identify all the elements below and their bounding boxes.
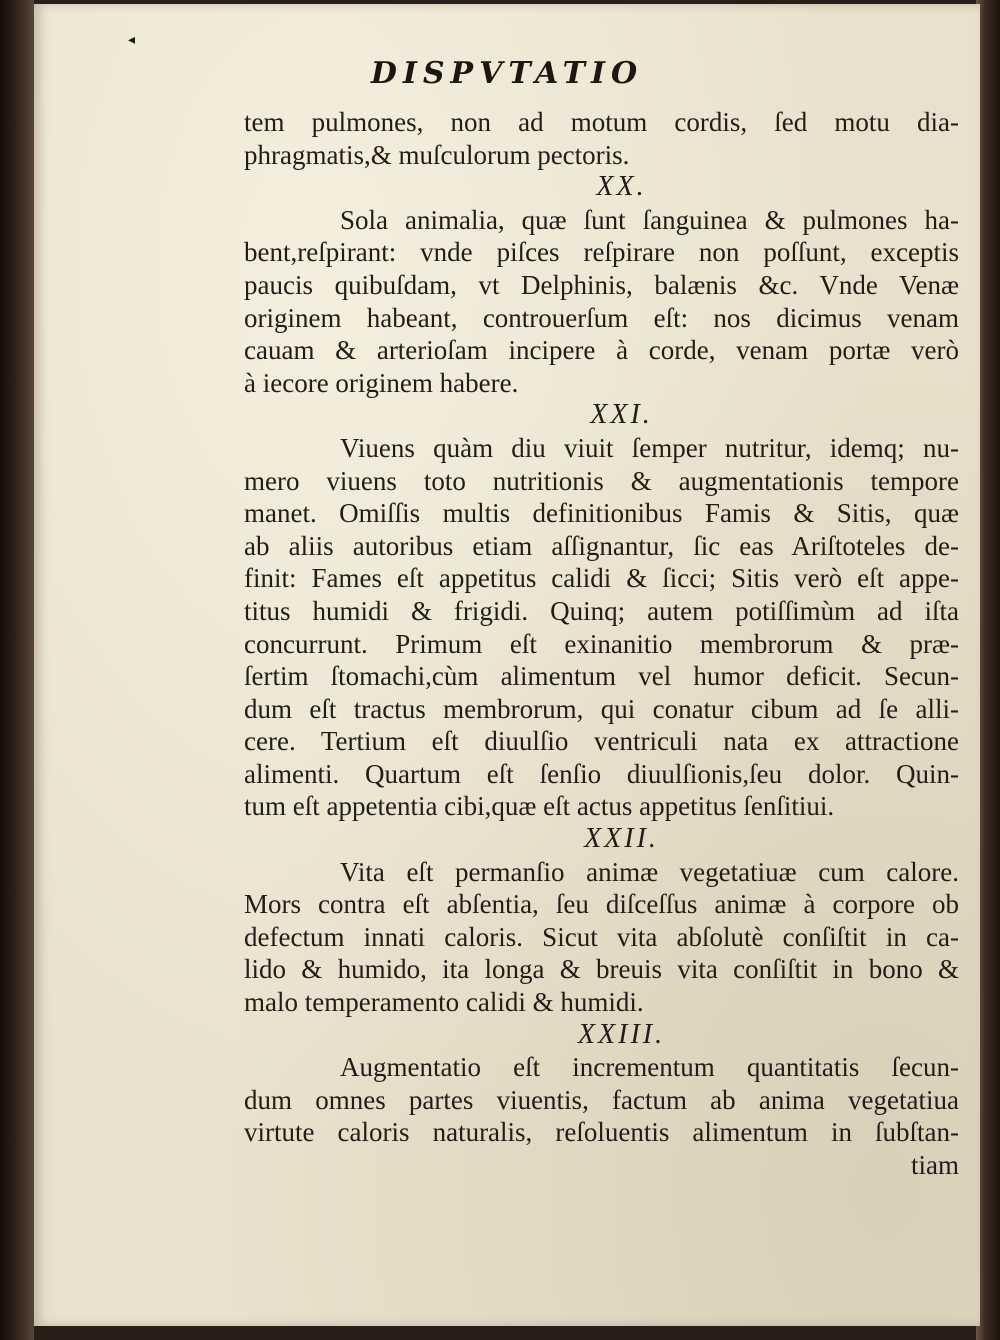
text-line: bent,reſpirant: vnde piſces reſpirare non poſſunt, exceptis	[244, 237, 959, 268]
section-number: XX.	[596, 171, 647, 203]
margin-mark: ◂	[128, 32, 136, 48]
text-line: tem pulmones, non ad motum cordis, ſed motu dia-	[244, 107, 959, 137]
text-line: ſertim ſtomachi,cùm alimentum vel humor deficit. Secun-	[244, 661, 959, 692]
text-line: à iecore originem habere.	[244, 367, 519, 398]
book-edge-left	[0, 0, 34, 1340]
text-line: manet. Omiſſis multis definitionibus Famis & Sitis, quæ	[244, 498, 959, 529]
running-header: DISPVTATIO	[370, 56, 644, 91]
text-line: phragmatis,& muſculorum pectoris.	[244, 139, 630, 170]
section-number: XXIII.	[577, 1018, 666, 1050]
section-number: XXI.	[590, 399, 653, 431]
text-line: virtute caloris naturalis, reſoluentis alimentum in ſubſtan-	[244, 1117, 959, 1148]
text-line: tum eſt appetentia cibi,quæ eſt actus appetitus ſenſitiui.	[244, 791, 835, 822]
text-line: Sola animalia, quæ ſunt ſanguinea & pulmones ha-	[340, 204, 959, 235]
text-line: Vita eſt permanſio animæ vegetatiuæ cum calore.	[340, 856, 959, 887]
text-line: ab aliis autoribus etiam aſſignantur, ſic eas Ariſtoteles de-	[244, 530, 959, 561]
text-line: Viuens quàm diu viuit ſemper nutritur, idemq; nu-	[340, 432, 959, 463]
text-line: Augmentatio eſt incrementum quantitatis ſecun-	[340, 1052, 959, 1083]
text-line: cauam & arterioſam incipere à corde, venam portæ verò	[244, 335, 959, 366]
text-line: finit: Fames eſt appetitus calidi & ſicci; Sitis verò eſt appe-	[244, 563, 959, 594]
page-body-text	[244, 106, 959, 1182]
text-line: titus humidi & frigidi. Quinq; autem potiſſimùm ad iſta	[244, 595, 959, 626]
section-number: XXII.	[584, 823, 659, 855]
text-line: defectum innati caloris. Sicut vita abſolutè conſiſtit in ca-	[244, 921, 959, 952]
text-line: paucis quibuſdam, vt Delphinis, balænis &c. Vnde Venæ	[244, 269, 959, 300]
catchword: tiam	[911, 1150, 959, 1180]
text-line: alimenti. Quartum eſt ſenſio diuulſionis,ſeu dolor. Quin-	[244, 758, 959, 789]
text-line: malo temperamento calidi & humidi.	[244, 987, 644, 1018]
book-page	[34, 4, 980, 1326]
text-line: concurrunt. Primum eſt exinanitio membrorum & præ-	[244, 628, 959, 659]
text-line: dum eſt tractus membrorum, qui conatur cibum ad ſe alli-	[244, 693, 959, 724]
text-line: dum omnes partes viuentis, factum ab anima vegetatiua	[244, 1084, 959, 1115]
text-line: lido & humido, ita longa & breuis vita conſiſtit in bono &	[244, 954, 959, 985]
text-line: mero viuens toto nutritionis & augmentationis tempore	[244, 465, 959, 496]
text-line: cere. Tertium eſt diuulſio ventriculi nata ex attractione	[244, 726, 959, 757]
text-line: Mors contra eſt abſentia, ſeu diſceſſus animæ à corpore ob	[244, 889, 959, 920]
text-line: originem habeant, controuerſum eſt: nos dicimus venam	[244, 302, 959, 333]
